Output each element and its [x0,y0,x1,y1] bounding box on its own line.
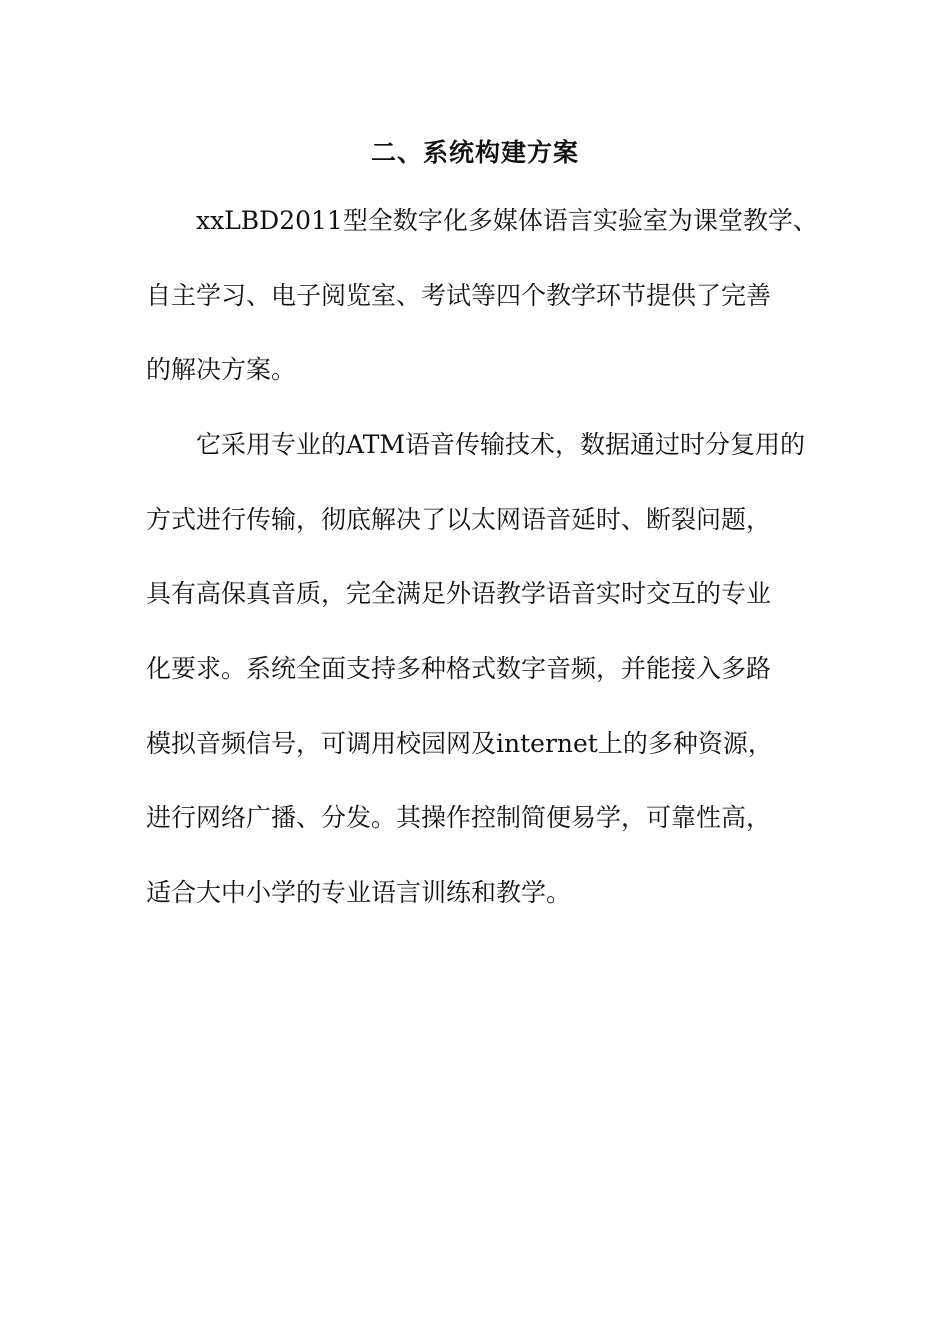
paragraph-line: 它采用专业的ATM语音传输技术，数据通过时分复用的 [196,430,805,459]
paragraph-line: 模拟音频信号，可调用校园网及internet上的多种资源， [146,729,773,758]
paragraph-line: 适合大中小学的专业语言训练和教学。 [146,878,572,907]
paragraph-line: 方式进行传输，彻底解决了以太网语音延时、断裂问题， [146,505,772,534]
paragraph-line: 化要求。系统全面支持多种格式数字音频，并能接入多路 [146,654,772,683]
paragraph-line: 的解决方案。 [146,355,297,384]
paragraph-line: xxLBD2011型全数字化多媒体语言实验室为课堂教学、 [196,206,818,235]
paragraph-line: 具有高保真音质，完全满足外语教学语音实时交互的专业 [146,579,772,608]
paragraph-line: 进行网络广播、分发。其操作控制简便易学，可靠性高， [146,803,772,832]
paragraph-line: 自主学习、电子阅览室、考试等四个教学环节提供了完善 [146,281,772,310]
section-heading: 二、系统构建方案 [370,138,579,167]
